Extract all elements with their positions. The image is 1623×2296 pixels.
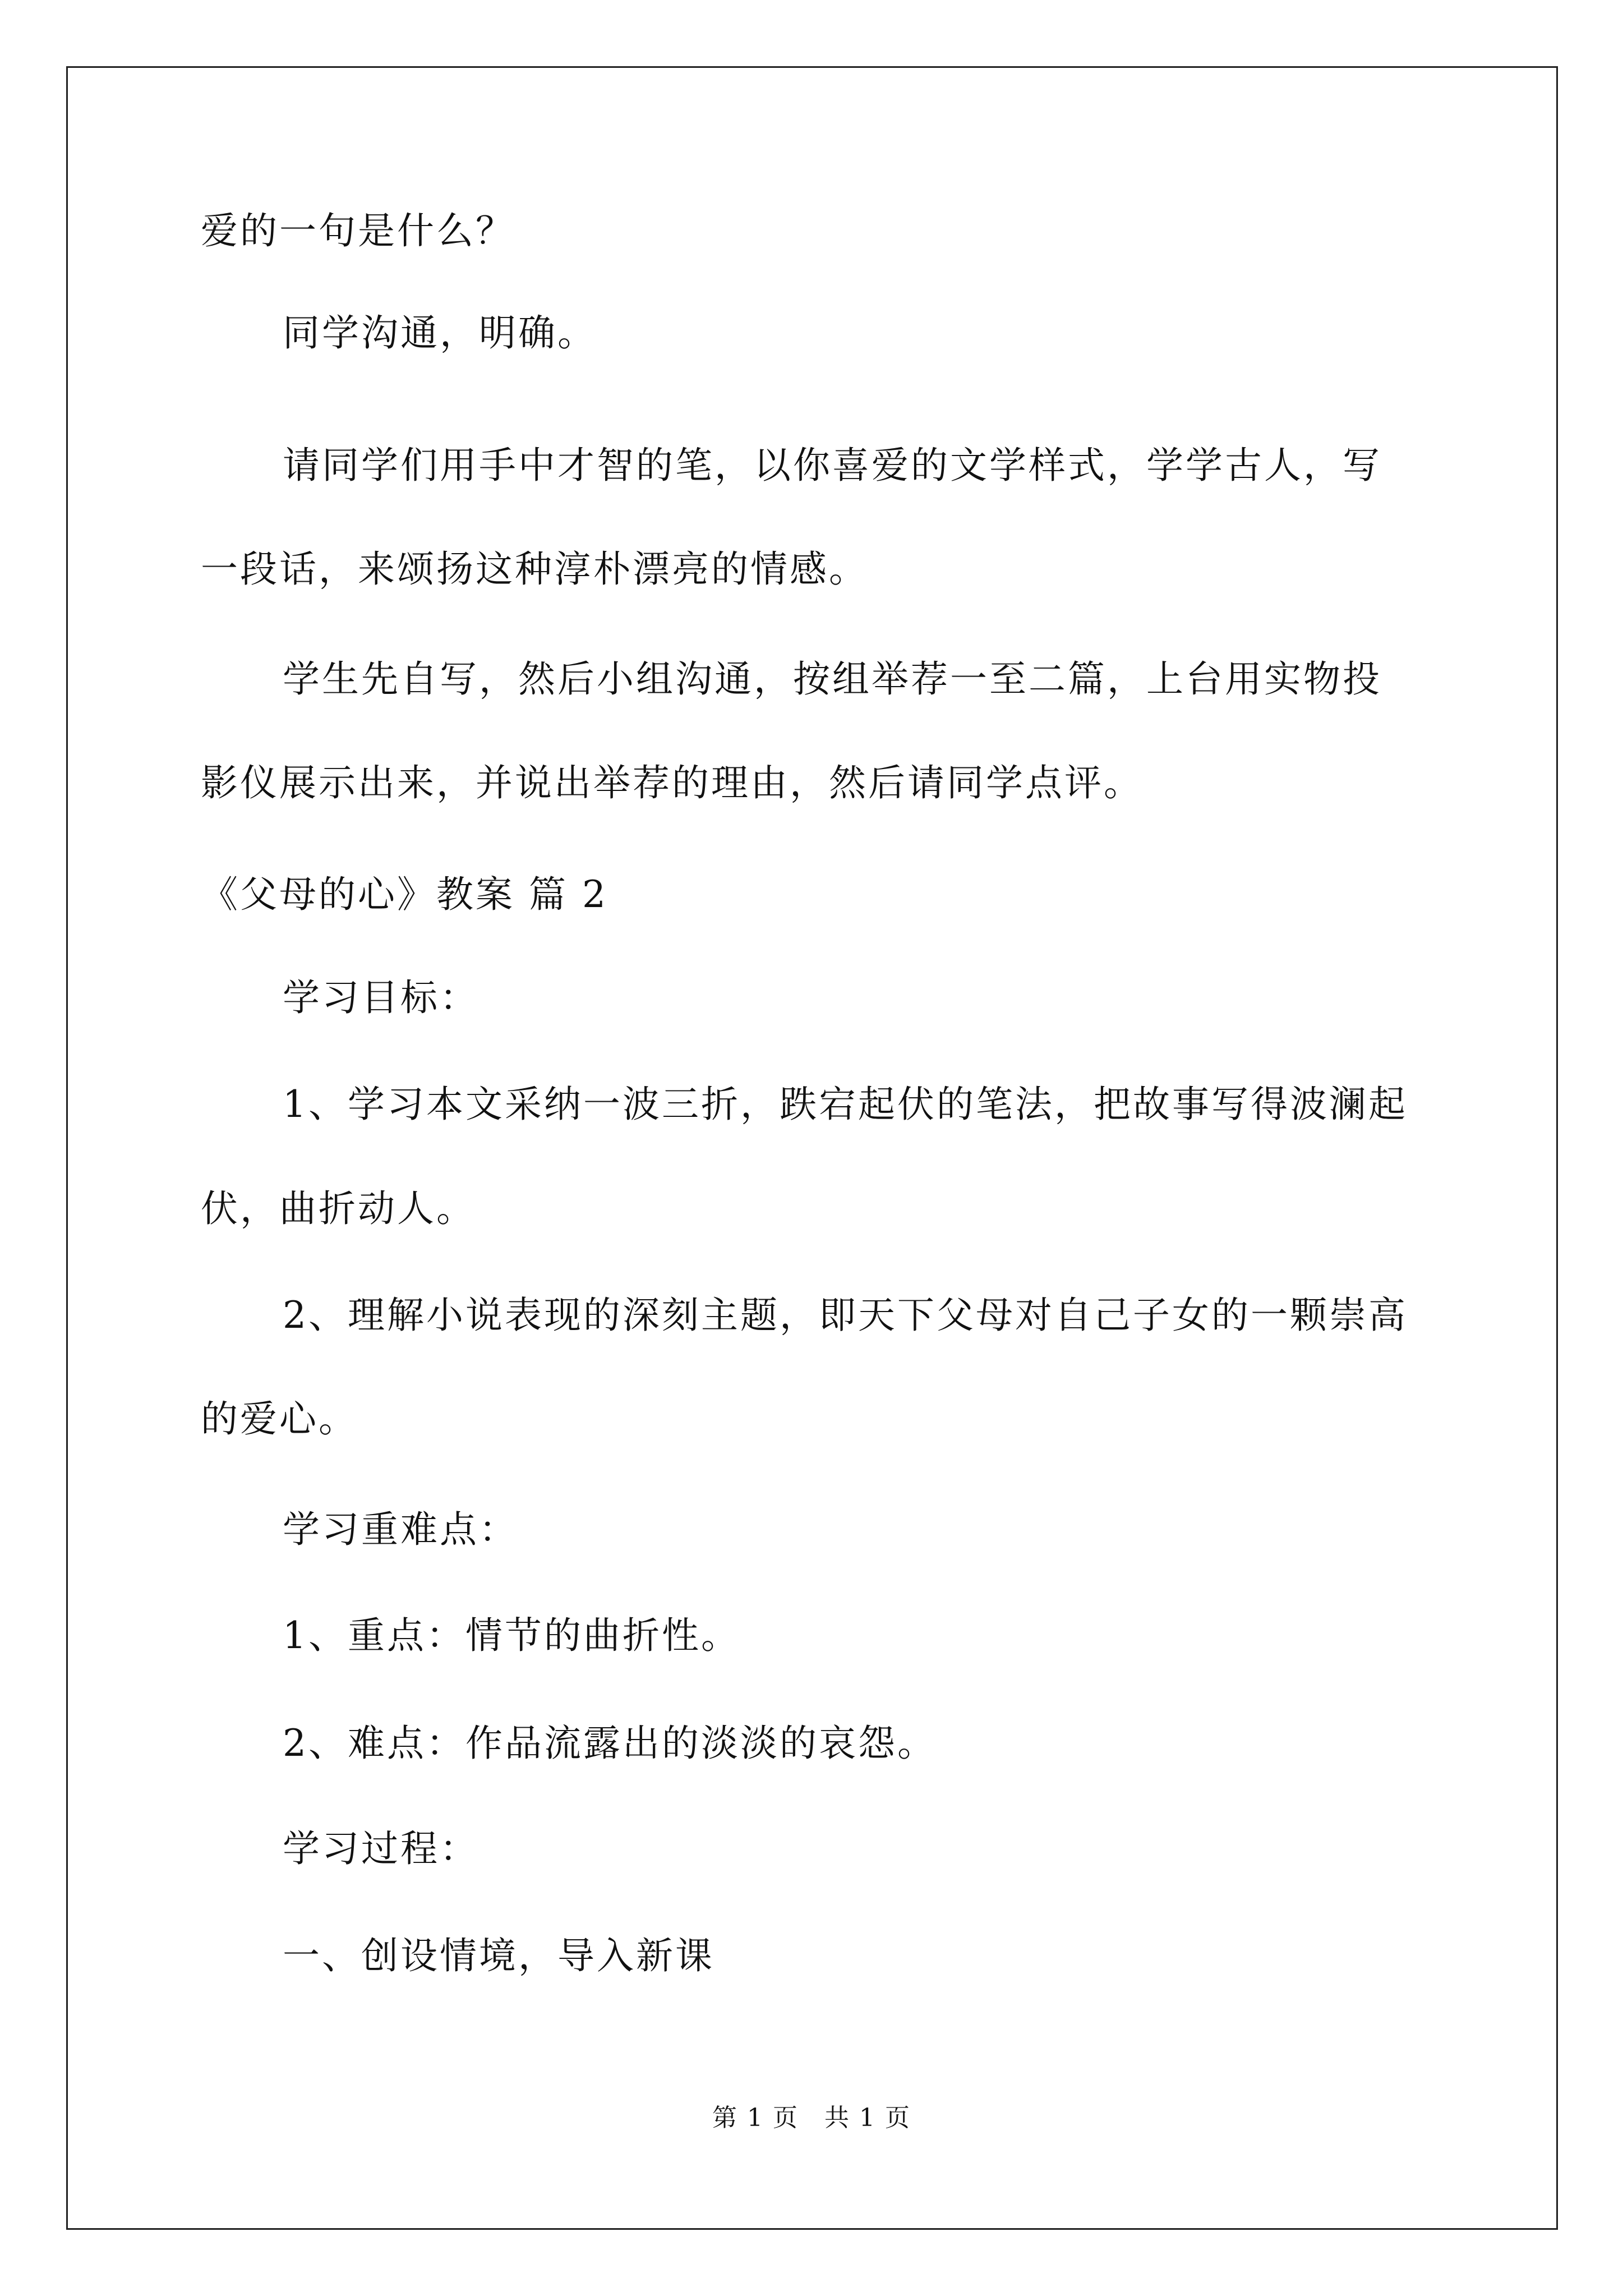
text-line: 1、学习本文采纳一波三折，跌宕起伏的笔法，把故事写得波澜起 xyxy=(283,1083,1408,1126)
page-border xyxy=(66,66,1558,2230)
text-line: 2、理解小说表现的深刻主题，即天下父母对自己子女的一颗崇高 xyxy=(283,1294,1408,1337)
text-line: 学生先自写，然后小组沟通，按组举荐一至二篇，上台用实物投 xyxy=(283,657,1382,701)
text-line: 伏，曲折动人。 xyxy=(201,1187,476,1230)
section-heading: 《父母的心》教案 篇 2 xyxy=(201,873,608,916)
text-line: 爱的一句是什么？ xyxy=(201,209,515,252)
text-line: 学习目标： xyxy=(283,976,479,1019)
text-line: 一段话，来颂扬这种淳朴漂亮的情感。 xyxy=(201,547,868,591)
text-line: 一、创设情境，导入新课 xyxy=(283,1934,714,1977)
text-line: 学习过程： xyxy=(283,1827,479,1870)
text-line: 请同学们用手中才智的笔，以你喜爱的文学样式，学学古人，写 xyxy=(283,444,1382,487)
text-line: 影仪展示出来，并说出举荐的理由，然后请同学点评。 xyxy=(201,761,1143,804)
text-line: 同学沟通，明确。 xyxy=(283,311,597,355)
text-line: 的爱心。 xyxy=(201,1397,358,1441)
text-line: 1、重点：情节的曲折性。 xyxy=(283,1614,740,1657)
text-line: 2、难点：作品流露出的淡淡的哀怨。 xyxy=(283,1722,937,1765)
page-footer: 第 1 页 共 1 页 xyxy=(712,2104,911,2132)
text-line: 学习重难点： xyxy=(283,1508,518,1551)
